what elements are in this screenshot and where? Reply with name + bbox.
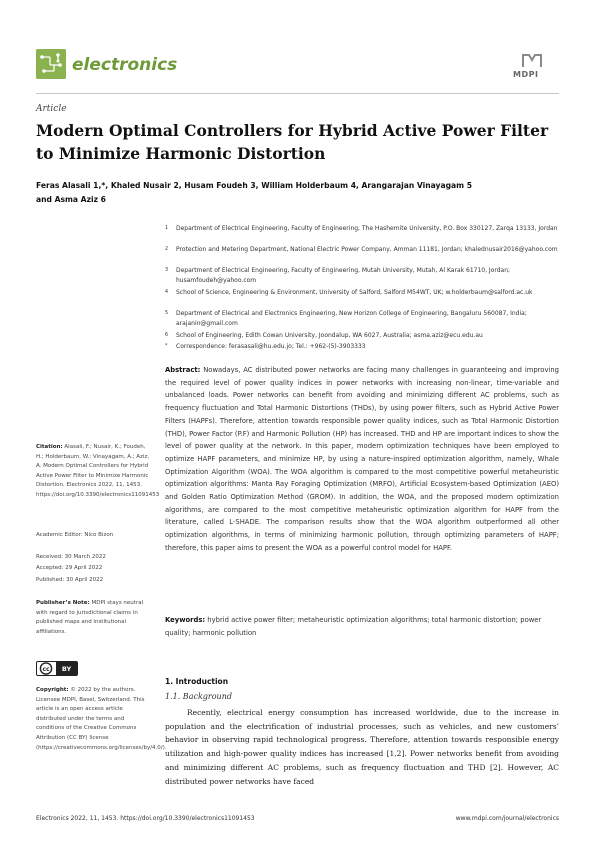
author-list xyxy=(36,179,559,207)
publisher-note-text: MDPI stays neutral with regard to jurisdictional claims in published maps and institutional affiliations. xyxy=(36,600,144,635)
by-text: BY xyxy=(61,665,72,673)
electronics-logo-icon xyxy=(36,49,66,79)
citation-label: Citation: xyxy=(36,444,63,450)
affiliation-number: 1 xyxy=(165,226,169,231)
cc-text: cc xyxy=(42,665,50,673)
keywords xyxy=(165,614,559,639)
author-line-2[interactable]: and Asma Aziz 6 xyxy=(36,195,106,204)
accepted-date: Accepted: 29 April 2022 xyxy=(36,565,103,571)
abstract xyxy=(165,364,559,555)
header-divider xyxy=(36,93,559,94)
citation-text[interactable]: Alasali, F.; Nusair, K.; Foudeh, H.; Holderbaum, W.; Vinayagam, A.; Aziz, A. Modern Optimal Controllers for Hybrid Active Power Filter to Minimize Harmonic Distortion. Electronics 2022, 11, 1453. https://doi.org/10.3390/electronics11091453 xyxy=(36,444,160,498)
received-date: Received: 30 March 2022 xyxy=(36,554,106,560)
published-date: Published: 30 April 2022 xyxy=(36,577,104,583)
affiliation-text: Department of Electrical Engineering, Faculty of Engineering, Mutah University, Mutah, Al Karak 61710, Jordan; husamfoudeh@yahoo.com xyxy=(176,267,511,284)
journal-name[interactable]: electronics xyxy=(72,55,178,75)
keywords-label: Keywords: xyxy=(165,616,206,624)
publisher-note xyxy=(36,599,154,637)
mdpi-logo-icon xyxy=(521,51,543,69)
article-title: Modern Optimal Controllers for Hybrid Active Power Filter to Minimize Harmonic Distortion xyxy=(36,121,549,163)
publisher-name: MDPI xyxy=(513,70,539,79)
affiliation-number: 4 xyxy=(165,290,169,295)
academic-editor: Academic Editor: Nico Bizon xyxy=(36,532,114,538)
copyright-block xyxy=(36,686,167,753)
footer-citation[interactable]: Electronics 2022, 11, 1453. https://doi.org/10.3390/electronics11091453 xyxy=(36,815,255,822)
subsection-heading: 1.1. Background xyxy=(165,692,232,701)
affiliation-number: 5 xyxy=(165,311,169,316)
affiliation-number: 6 xyxy=(165,333,169,338)
affiliation-text: Department of Electrical Engineering, Faculty of Engineering, The Hashemite University, P.O. Box 330127, Zarqa 13133, Jordan xyxy=(176,225,558,232)
copyright-text[interactable]: © 2022 by the authors. Licensee MDPI, Basel, Switzerland. This article is an open access article distributed under the terms and conditions of the Creative Commons Attribution (CC BY) license (https://creativecommons.org/licenses/by/4.0/). xyxy=(36,687,167,751)
abstract-label: Abstract: xyxy=(165,366,201,374)
affiliation-number: 2 xyxy=(165,247,169,252)
keywords-text: hybrid active power filter; metaheuristic optimization algorithms; total harmonic distortion; power quality; harmonic pollution xyxy=(165,616,542,637)
affiliation-2 xyxy=(165,245,563,255)
affiliation-text: Protection and Metering Department, National Electric Power Company, Amman 11181, Jordan; khalednusair2016@yahoo.com xyxy=(176,246,558,253)
article-type: Article xyxy=(36,104,67,114)
abstract-text: Nowadays, AC distributed power networks are facing many challenges in guaranteeing and improving the required level of power quality indices in power networks with increasing non-linear, time-variable and unbalanced loads. Power networks can benefit from avoiding and minimizing different AC problems, such as frequency fluctuation and Total Harmonic Distortions (THDs), by using power filters, such as Hybrid Active Power Filters (HAPFs). Therefore, attention towards responsible power quality indices, such as Total Harmonic Distortion (THD), Power Factor (P.F) and Harmonic Pollution (HP) has increased. THD and HP are important indices to show the level of power quality at the network. In this paper, modern optimization techniques have been employed to optimize HAPF parameters, and minimize HP, by using a nature-inspired optimization algorithm, namely, Whale Optimization Algorithm (WOA). The WOA algorithm is compared to the most competitive powerful metaheuristic optimization algorithms: Manta Ray Foraging Optimization (MRFO), Artificial Ecosystem-based Optimization (AEO) and Golden Ratio Optimization Method (GROM). In addition, the WOA, and the proposed modern optimization algorithms, are compared to the most competitive metaheuristic optimization algorithm for HAPF from the literature, called L-SHADE. The comparison results show that the WOA algorithm outperformed all other optimization algorithms, in terms of minimizing harmonic pollution, through optimizing parameters of HAPF; therefore, this paper aims to present the WOA as a powerful control model for HAPF. xyxy=(165,366,559,552)
affiliation-number: 3 xyxy=(165,268,169,273)
affiliation-number: * xyxy=(165,344,168,349)
affiliation-1 xyxy=(165,224,563,234)
section-heading: 1. Introduction xyxy=(165,677,229,686)
footer-journal-url[interactable]: www.mdpi.com/journal/electronics xyxy=(455,815,559,822)
affiliation-text: School of Engineering, Edith Cowan University, Joondalup, WA 6027, Australia; asma.aziz@ecu.edu.au xyxy=(176,332,483,339)
correspondence xyxy=(165,342,563,352)
author-line-1[interactable]: Feras Alasali 1,*, Khaled Nusair 2, Husam Foudeh 3, William Holderbaum 4, Arangarajan Vinayagam 5 xyxy=(36,181,472,190)
copyright-label: Copyright: xyxy=(36,687,69,693)
cc-by-badge-icon[interactable] xyxy=(36,661,78,676)
intro-paragraph: Recently, electrical energy consumption has increased worldwide, due to the increase in population and the electrification of industrial processes, such as vehicles, and new customers’ behavior in observing rapid technological progress. Therefore, attention towards responsible energy utilization and high-power quality indices has increased [1,2]. Power networks benefit from avoiding and minimizing different AC problems, such as frequency fluctuation and THD [2]. However, AC distributed power networks have faced xyxy=(165,708,559,786)
affiliation-6 xyxy=(165,331,563,341)
affiliation-3 xyxy=(165,266,563,285)
affiliation-text: School of Science, Engineering & Environment, University of Salford, Salford M54WT, UK; w.holderbaum@salford.ac.uk xyxy=(176,289,533,296)
citation-block xyxy=(36,443,160,501)
affiliation-5 xyxy=(165,309,563,328)
publisher-note-label: Publisher’s Note: xyxy=(36,600,90,606)
affiliation-4 xyxy=(165,288,563,298)
affiliation-text: Correspondence: ferasasali@hu.edu.jo; Tel.: +962-(5)-3903333 xyxy=(176,343,366,350)
affiliation-text: Department of Electrical and Electronics Engineering, New Horizon College of Engineering, Bangaluru 560087, India; arajanin@gmail.com xyxy=(176,310,527,327)
